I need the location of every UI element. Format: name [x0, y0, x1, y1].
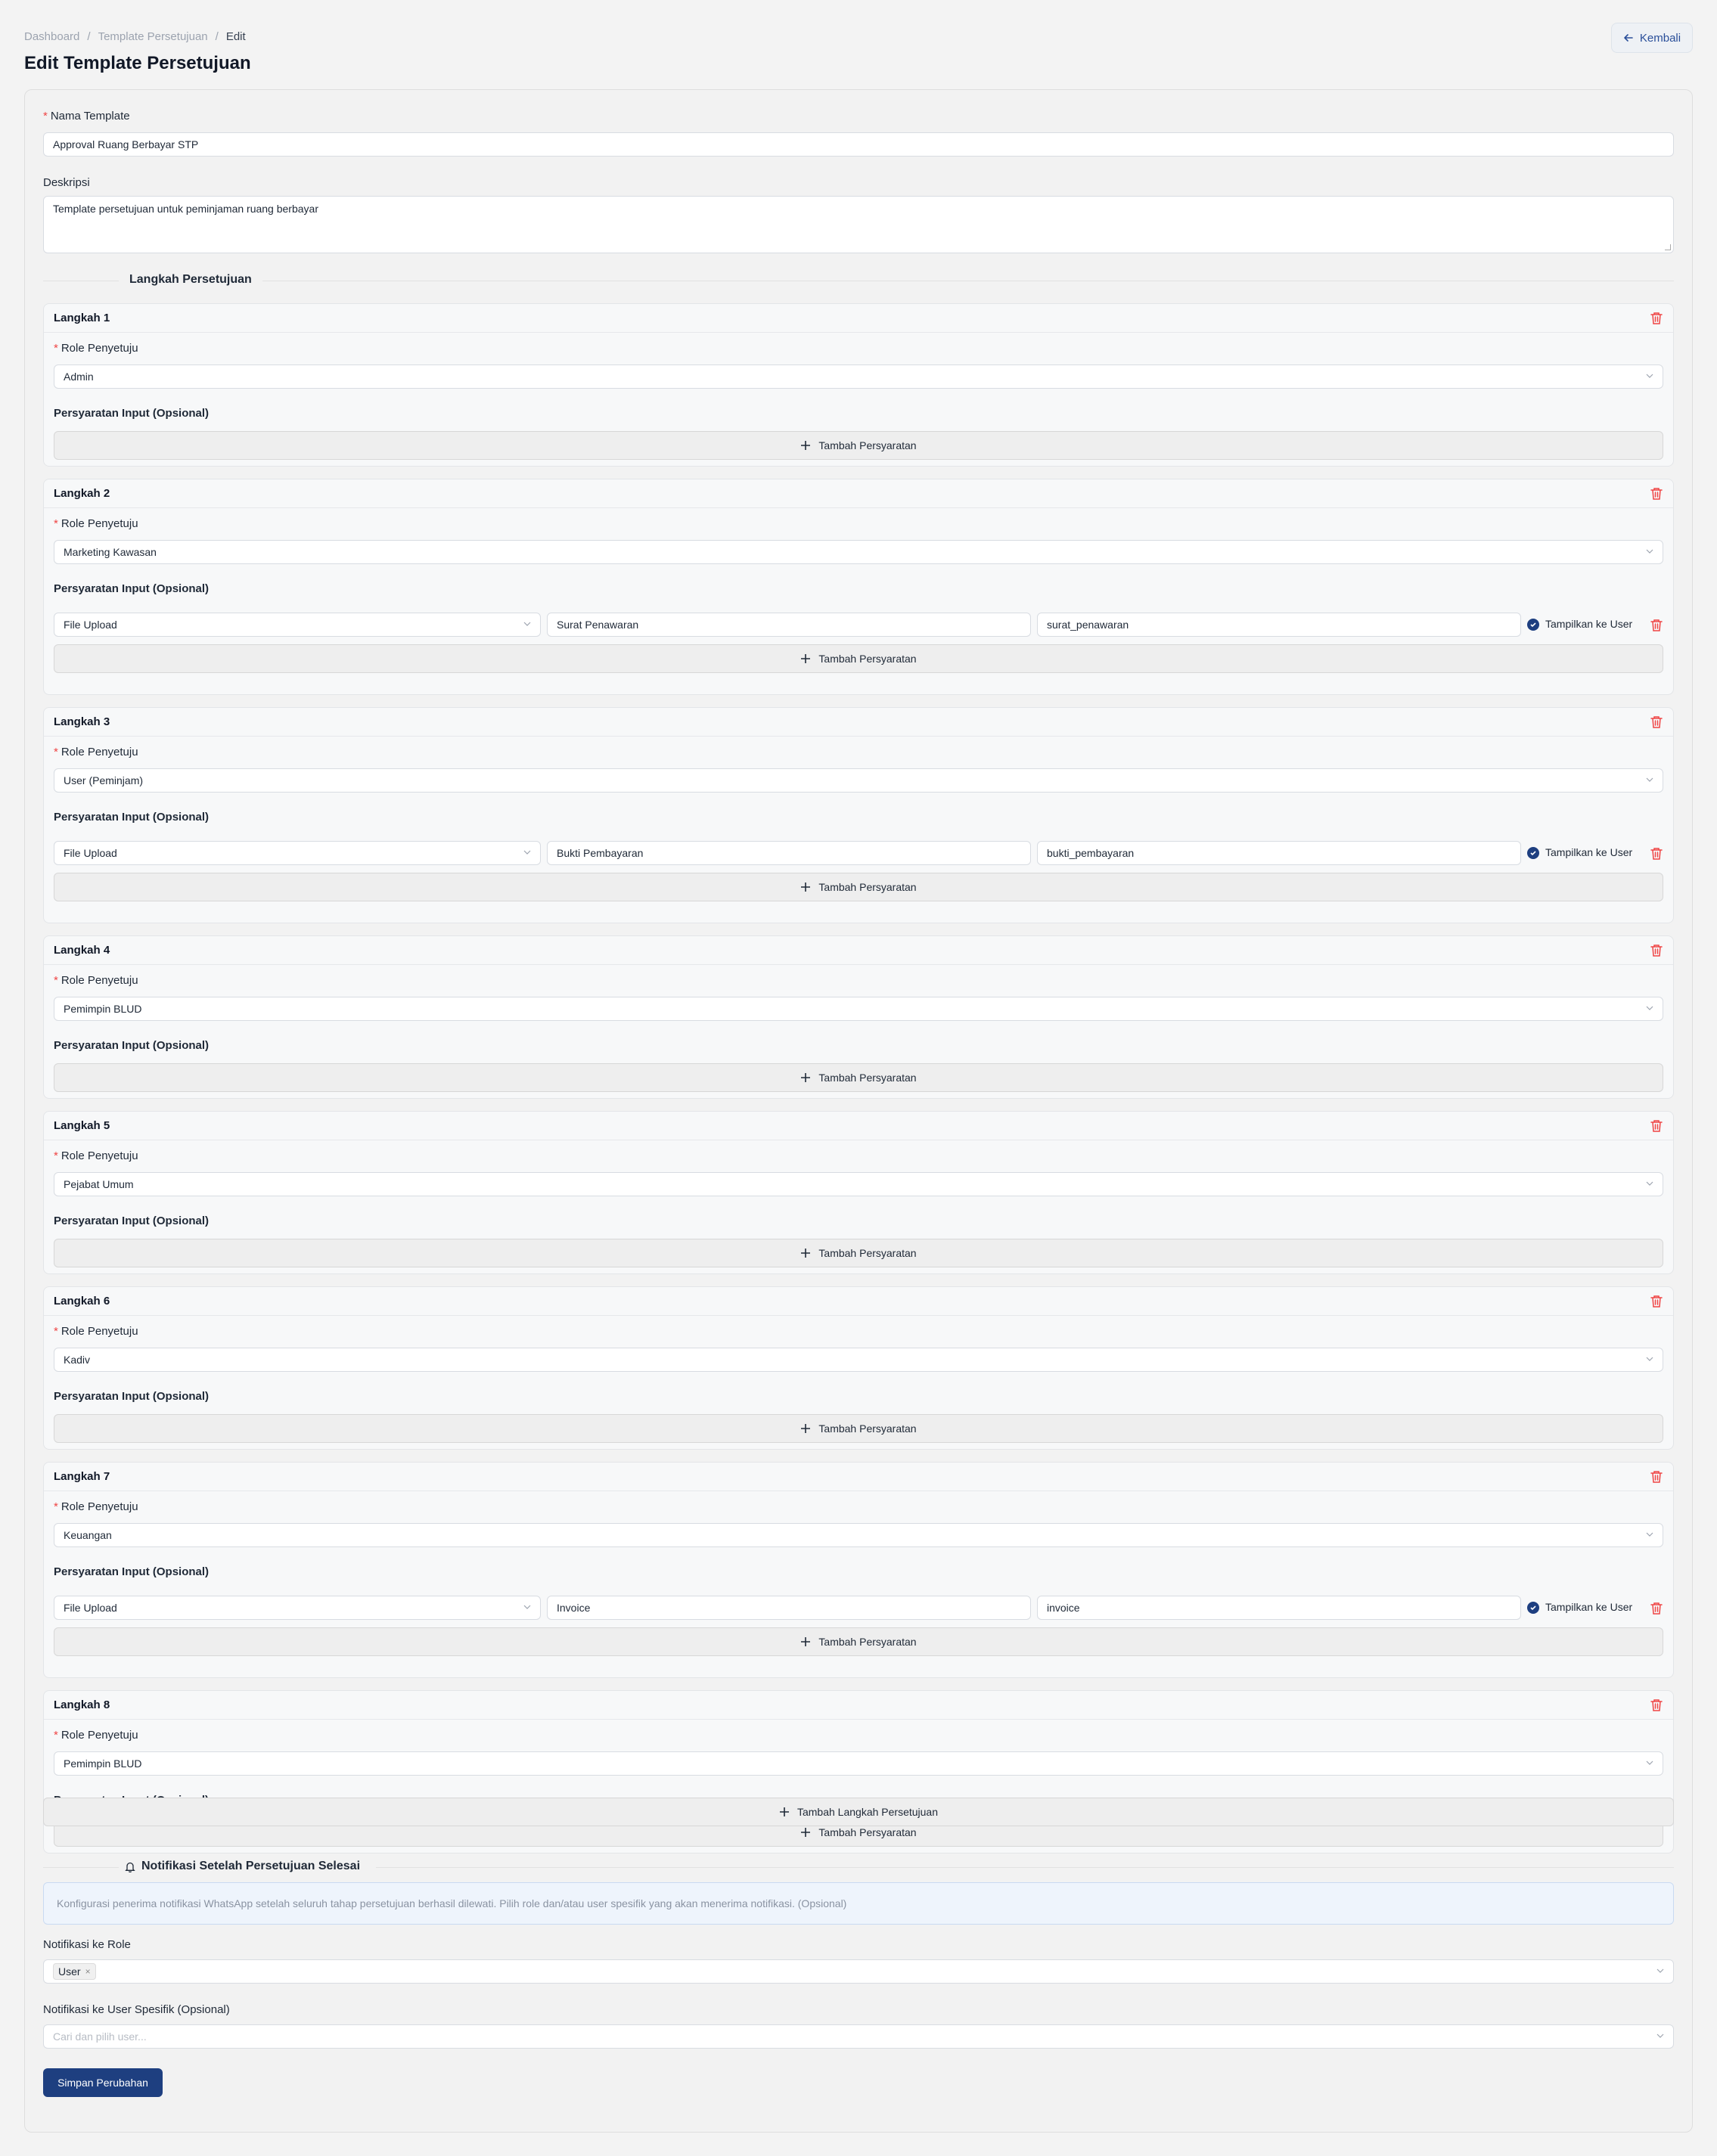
notification-divider [43, 1858, 1674, 1876]
remove-requirement-button[interactable] [1650, 1601, 1663, 1616]
delete-step-button[interactable] [1650, 1698, 1663, 1713]
step-header [44, 304, 1673, 333]
add-step-button[interactable] [43, 1798, 1674, 1826]
notification-section-title: Notifikasi Setelah Persetujuan Selesai [125, 1860, 360, 1873]
role-select[interactable] [54, 365, 1663, 389]
breadcrumb-separator: / [215, 30, 219, 43]
steps-section-title: Langkah Persetujuan [129, 273, 252, 286]
approval-step [43, 707, 1674, 923]
notify-user-select[interactable] [43, 2024, 1674, 2049]
add-requirement-label: Tambah Persyaratan [818, 1247, 917, 1259]
role-select[interactable] [54, 1348, 1663, 1372]
remove-requirement-button[interactable] [1650, 846, 1663, 861]
step-title: Langkah 3 [54, 715, 110, 728]
add-requirement-label: Tambah Persyaratan [818, 1826, 917, 1838]
plus-icon [800, 1827, 811, 1838]
plus-icon [800, 1636, 811, 1647]
page-title: Edit Template Persetujuan [24, 53, 251, 73]
requirements-label: Persyaratan Input (Opsional) [54, 1565, 210, 1578]
add-requirement-label: Tambah Persyaratan [818, 1636, 917, 1648]
step-header [44, 479, 1673, 508]
plus-icon [800, 1423, 811, 1434]
approval-step [43, 1462, 1674, 1678]
chevron-down-icon [1646, 1759, 1653, 1767]
role-select[interactable] [54, 1523, 1663, 1547]
steps-divider [43, 271, 1674, 290]
step-title: Langkah 5 [54, 1119, 110, 1132]
breadcrumb-dashboard[interactable]: Dashboard [24, 30, 80, 43]
requirement-key-input[interactable]: surat_penawaran [1037, 613, 1521, 637]
step-header [44, 1287, 1673, 1316]
step-header [44, 1691, 1673, 1720]
description-textarea[interactable] [43, 196, 1674, 253]
approval-step [43, 1690, 1674, 1854]
delete-step-button[interactable] [1650, 1469, 1663, 1484]
desc-label: Deskripsi [43, 176, 90, 189]
requirement-label-input[interactable]: Surat Penawaran [547, 613, 1031, 637]
delete-step-button[interactable] [1650, 486, 1663, 501]
bell-icon [125, 1861, 135, 1872]
step-header [44, 708, 1673, 737]
plus-icon [800, 1072, 811, 1083]
chevron-down-icon [1646, 1355, 1653, 1363]
chevron-down-icon [1646, 1004, 1653, 1012]
plus-icon [800, 882, 811, 892]
step-title: Langkah 8 [54, 1698, 110, 1711]
add-requirement-button[interactable] [54, 1627, 1663, 1656]
requirement-type-select[interactable] [54, 1596, 541, 1620]
chevron-down-icon [523, 620, 531, 628]
role-value: Keuangan [64, 1529, 112, 1541]
plus-icon [779, 1807, 790, 1817]
step-header [44, 1463, 1673, 1491]
add-requirement-button[interactable] [54, 1414, 1663, 1443]
back-button-label: Kembali [1639, 31, 1681, 45]
check-icon [1529, 1604, 1537, 1612]
role-label: * Role Penyetuju [54, 1325, 138, 1338]
show-to-user-label: Tampilkan ke User [1545, 1601, 1633, 1613]
breadcrumb [24, 30, 246, 43]
trash-icon [1650, 1118, 1663, 1134]
role-label: * Role Penyetuju [54, 746, 138, 758]
plus-icon [800, 1248, 811, 1258]
description-text: Template persetujuan untuk peminjaman ruang berbayar [53, 203, 318, 215]
trash-icon [1650, 715, 1663, 730]
back-button[interactable] [1611, 23, 1693, 53]
add-step-label: Tambah Langkah Persetujuan [796, 1806, 939, 1818]
approval-step [43, 1286, 1674, 1450]
add-requirement-label: Tambah Persyaratan [818, 653, 917, 665]
check-icon [1529, 621, 1537, 628]
chevron-down-icon [1646, 776, 1653, 783]
chevron-down-icon [1646, 1180, 1653, 1187]
breadcrumb-template[interactable]: Template Persetujuan [98, 30, 208, 43]
requirement-type-select[interactable] [54, 613, 541, 637]
notification-info: Konfigurasi penerima notifikasi WhatsApp setelah seluruh tahap persetujuan berhasil dilewati. Pilih role dan/atau user spesifik yang akan menerima notifikasi. (Opsional) [43, 1882, 1674, 1925]
step-title: Langkah 7 [54, 1470, 110, 1483]
step-header [44, 1112, 1673, 1140]
delete-step-button[interactable] [1650, 715, 1663, 730]
requirements-label: Persyaratan Input (Opsional) [54, 1039, 210, 1052]
role-value: Pejabat Umum [64, 1178, 134, 1190]
role-select[interactable] [54, 1172, 1663, 1196]
requirement-key-input[interactable]: invoice [1037, 1596, 1521, 1620]
role-select[interactable] [54, 1751, 1663, 1776]
requirement-label-input[interactable]: Bukti Pembayaran [547, 841, 1031, 865]
chevron-down-icon [1656, 2032, 1664, 2040]
requirement-row [54, 841, 1663, 865]
resize-handle[interactable] [1665, 244, 1671, 250]
role-select[interactable] [54, 997, 1663, 1021]
role-select[interactable] [54, 768, 1663, 793]
add-requirement-button[interactable] [54, 644, 1663, 673]
show-to-user-label: Tampilkan ke User [1545, 618, 1633, 630]
chevron-down-icon [523, 1603, 531, 1611]
chevron-down-icon [1646, 1531, 1653, 1538]
show-to-user-checkbox[interactable] [1527, 847, 1539, 859]
trash-icon [1650, 1698, 1663, 1713]
requirements-label: Persyaratan Input (Opsional) [54, 811, 210, 824]
role-tag [53, 1963, 96, 1980]
role-value: Admin [64, 371, 94, 383]
add-requirement-button[interactable] [54, 1063, 1663, 1092]
notify-role-select[interactable] [43, 1959, 1674, 1984]
plus-icon [800, 440, 811, 451]
form-card [24, 89, 1693, 2133]
trash-icon [1650, 486, 1663, 501]
chevron-down-icon [1656, 1967, 1664, 1975]
approval-step [43, 479, 1674, 695]
requirement-type-value: File Upload [64, 847, 117, 859]
notify-user-placeholder: Cari dan pilih user... [53, 2030, 147, 2043]
role-tag-label: User [58, 1965, 81, 1978]
requirement-type-value: File Upload [64, 619, 117, 631]
approval-step [43, 935, 1674, 1099]
trash-icon [1650, 1294, 1663, 1309]
role-label: * Role Penyetuju [54, 1500, 138, 1513]
plus-icon [800, 653, 811, 664]
name-label: * Nama Template [43, 110, 130, 123]
role-value: Pemimpin BLUD [64, 1757, 142, 1770]
requirement-row [54, 1596, 1663, 1620]
requirement-key-input[interactable]: bukti_pembayaran [1037, 841, 1521, 865]
step-title: Langkah 2 [54, 487, 110, 500]
requirements-label: Persyaratan Input (Opsional) [54, 407, 210, 420]
trash-icon [1650, 311, 1663, 326]
template-name-input[interactable]: Approval Ruang Berbayar STP [43, 132, 1674, 157]
role-value: Pemimpin BLUD [64, 1003, 142, 1015]
role-value: Kadiv [64, 1354, 91, 1366]
requirement-row [54, 613, 1663, 637]
remove-requirement-button[interactable] [1650, 618, 1663, 633]
trash-icon [1650, 1601, 1663, 1616]
step-header [44, 936, 1673, 965]
role-label: * Role Penyetuju [54, 974, 138, 987]
step-title: Langkah 6 [54, 1295, 110, 1308]
trash-icon [1650, 943, 1663, 958]
add-requirement-label: Tambah Persyaratan [818, 881, 917, 893]
add-requirement-button[interactable] [54, 873, 1663, 901]
add-requirement-label: Tambah Persyaratan [818, 439, 917, 451]
notify-user-label: Notifikasi ke User Spesifik (Opsional) [43, 2003, 230, 2016]
step-title: Langkah 1 [54, 312, 110, 324]
show-to-user-checkbox[interactable] [1527, 619, 1539, 631]
approval-step [43, 303, 1674, 467]
role-value: Marketing Kawasan [64, 546, 157, 558]
check-icon [1529, 849, 1537, 857]
arrow-left-icon [1623, 33, 1634, 43]
notify-role-label: Notifikasi ke Role [43, 1938, 131, 1951]
trash-icon [1650, 1469, 1663, 1484]
add-requirement-button[interactable] [54, 1239, 1663, 1267]
trash-icon [1650, 846, 1663, 861]
save-button[interactable]: Simpan Perubahan [43, 2068, 163, 2097]
chevron-down-icon [1646, 548, 1653, 555]
requirements-label: Persyaratan Input (Opsional) [54, 1390, 210, 1403]
role-label: * Role Penyetuju [54, 517, 138, 530]
topbar [24, 23, 1693, 83]
remove-tag-icon[interactable]: × [85, 1966, 91, 1977]
breadcrumb-current: Edit [225, 30, 246, 43]
role-label: * Role Penyetuju [54, 342, 138, 355]
chevron-down-icon [1646, 372, 1653, 380]
add-requirement-label: Tambah Persyaratan [818, 1422, 917, 1435]
add-requirement-label: Tambah Persyaratan [818, 1072, 917, 1084]
approval-step [43, 1111, 1674, 1274]
delete-step-button[interactable] [1650, 1118, 1663, 1134]
role-select[interactable] [54, 540, 1663, 564]
requirement-label-input[interactable]: Invoice [547, 1596, 1031, 1620]
show-to-user-label: Tampilkan ke User [1545, 846, 1633, 858]
step-title: Langkah 4 [54, 944, 110, 957]
requirements-label: Persyaratan Input (Opsional) [54, 1214, 210, 1227]
requirement-type-value: File Upload [64, 1602, 117, 1614]
show-to-user-checkbox[interactable] [1527, 1602, 1539, 1614]
delete-step-button[interactable] [1650, 311, 1663, 326]
delete-step-button[interactable] [1650, 943, 1663, 958]
role-label: * Role Penyetuju [54, 1729, 138, 1742]
role-label: * Role Penyetuju [54, 1149, 138, 1162]
requirement-type-select[interactable] [54, 841, 541, 865]
role-value: User (Peminjam) [64, 774, 144, 786]
breadcrumb-separator: / [87, 30, 91, 43]
delete-step-button[interactable] [1650, 1294, 1663, 1309]
requirements-label: Persyaratan Input (Opsional) [54, 582, 210, 595]
trash-icon [1650, 618, 1663, 633]
chevron-down-icon [523, 848, 531, 856]
add-requirement-button[interactable] [54, 431, 1663, 460]
